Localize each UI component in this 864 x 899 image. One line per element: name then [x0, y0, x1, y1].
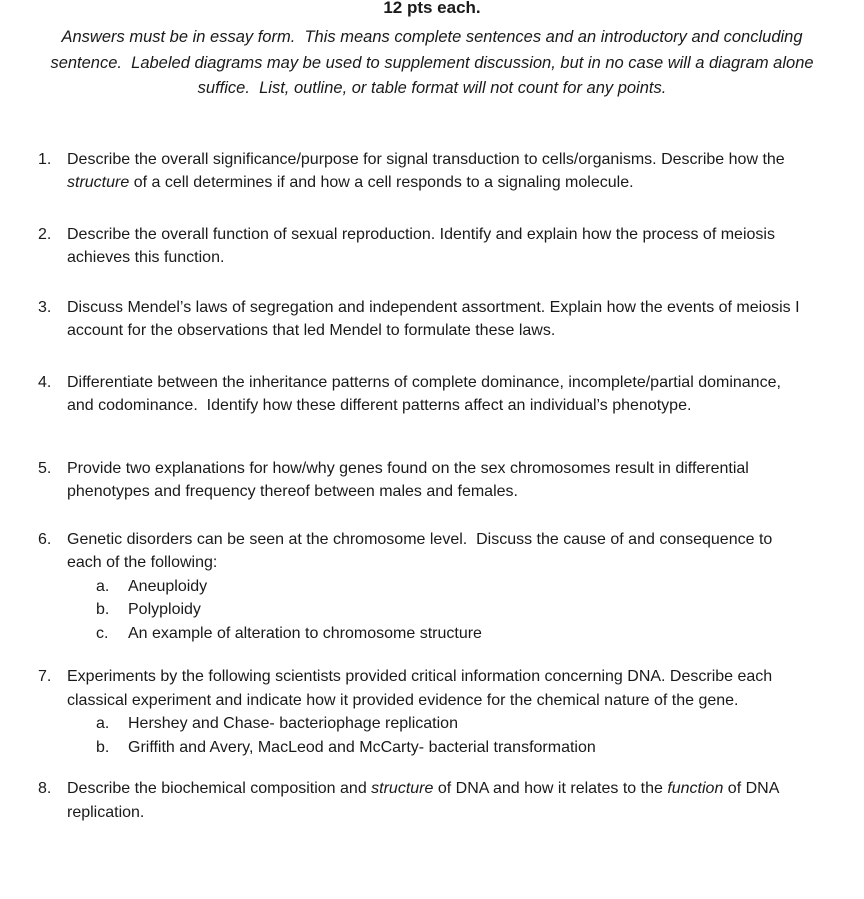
subitem-text: Griffith and Avery, MacLeod and McCarty- bacterial transformation — [128, 738, 596, 756]
points-header-text: 12 pts each. — [383, 0, 481, 17]
question-8 — [0, 777, 807, 824]
question-text — [67, 777, 807, 824]
question-list — [0, 148, 864, 825]
instruction-line: suffice. List, outline, or table format will not count for any points. — [197, 79, 667, 97]
question-text — [67, 457, 807, 504]
question-number: 6. — [38, 530, 52, 548]
question-text-run: Genetic disorders can be seen at the chromosome level. Discuss the cause of and consequence to each of the following: — [67, 530, 777, 571]
subitem-text: Hershey and Chase- bacteriophage replication — [128, 715, 458, 732]
subitem-text: An example of alteration to chromosome structure — [128, 624, 482, 642]
subitem-a — [67, 575, 807, 599]
question-text-run: Describe the biochemical composition and — [67, 780, 372, 797]
subitem-label: a. — [96, 715, 110, 732]
question-7 — [0, 665, 807, 759]
subitem-text: Polyploidy — [128, 601, 201, 618]
subitem-label: a. — [96, 577, 110, 595]
question-text-run: Differentiate between the inheritance patterns of complete dominance, incomplete/partial dominance, and codominance. Identify how these different patterns affect an individual’s phenotype. — [67, 373, 786, 414]
question-text — [67, 528, 807, 575]
question-text-run: of DNA and how it relates to the — [433, 780, 668, 797]
question-number: 4. — [38, 373, 52, 391]
subitem-a — [67, 712, 807, 736]
subitem-b — [67, 736, 807, 760]
question-text-run: Discuss Mendel’s laws of segregation and independent assortment. Explain how the events of meiosis I account for the observations that led Mendel to formulate these laws. — [67, 298, 805, 339]
subitem-label: b. — [96, 738, 110, 756]
question-text — [67, 296, 807, 343]
subitem-b — [67, 598, 807, 622]
question-number: 3. — [38, 298, 52, 316]
question-6 — [0, 528, 807, 646]
subitem-label: b. — [96, 601, 110, 618]
question-text — [67, 371, 807, 418]
question-1 — [0, 148, 807, 195]
instructions-paragraph — [0, 25, 864, 102]
question-number: 2. — [38, 225, 52, 243]
question-4 — [0, 371, 807, 418]
question-text-run-italic: function — [667, 780, 724, 797]
question-text-run: Describe the overall significance/purpose for signal transduction to cells/organisms. Describe how the — [67, 150, 790, 168]
question-text — [67, 148, 807, 195]
question-number: 1. — [38, 150, 52, 168]
question-text-run: Provide two explanations for how/why genes found on the sex chromosomes result in differential phenotypes and frequency thereof between males and females. — [67, 459, 754, 500]
question-text-run: Experiments by the following scientists provided critical information concerning DNA. Describe each classical experiment and indicate how it provided evidence for the chemical nature of the gene. — [67, 668, 777, 709]
question-text-run: of DNA replication. — [67, 780, 783, 821]
question-text — [67, 223, 807, 270]
question-3 — [0, 296, 807, 343]
points-header-fragment — [0, 0, 864, 17]
instruction-line: sentence. Labeled diagrams may be used to supplement discussion, but in no case will a diagram alone — [50, 53, 814, 72]
question-text-run-italic: structure — [371, 780, 434, 797]
question-number: 5. — [38, 459, 52, 477]
question-text-run: Describe the overall function of sexual reproduction. Identify and explain how the process of meiosis achieves this function. — [67, 225, 780, 266]
question-number: 8. — [38, 780, 52, 797]
subitem-c — [67, 622, 807, 646]
question-text-run-italic: structure — [67, 174, 130, 191]
subitem-label: c. — [96, 624, 109, 642]
question-5 — [0, 457, 807, 504]
instruction-line: Answers must be in essay form. This means complete sentences and an introductory and concluding — [61, 28, 803, 46]
question-text-run: of a cell determines if and how a cell responds to a signaling molecule. — [129, 174, 634, 191]
subitem-text: Aneuploidy — [128, 577, 208, 595]
question-text — [67, 665, 807, 712]
question-2 — [0, 223, 807, 270]
question-number: 7. — [38, 668, 52, 685]
